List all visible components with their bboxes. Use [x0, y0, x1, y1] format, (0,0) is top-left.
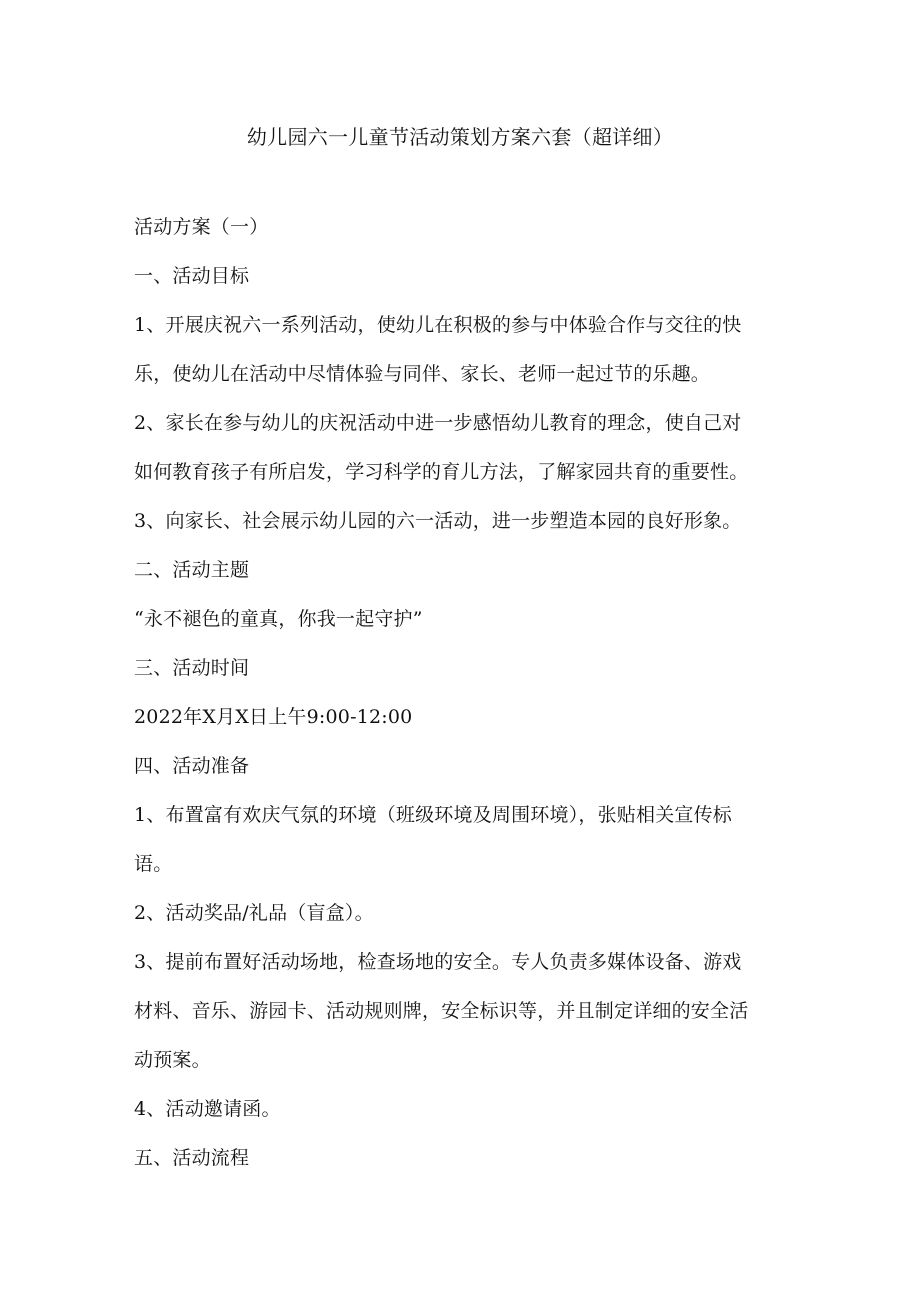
paragraph-line: 乐，使幼儿在活动中尽情体验与同伴、家长、老师一起过节的乐趣。: [134, 363, 711, 385]
paragraph-line: 材料、音乐、游园卡、活动规则牌，安全标识等，并且制定详细的安全活: [134, 1000, 749, 1022]
section-heading-process: 五、活动流程: [134, 1147, 250, 1169]
section-heading-goals: 一、活动目标: [134, 265, 250, 287]
event-time: 2022年X月X日上午9:00-12:00: [134, 706, 413, 728]
paragraph-line: 4、活动邀请函。: [134, 1098, 281, 1120]
paragraph-line: 动预案。: [134, 1049, 211, 1071]
document-body: [134, 212, 794, 1192]
section-heading-preparation: 四、活动准备: [134, 755, 250, 777]
paragraph-line: 3、提前布置好活动场地，检查场地的安全。专人负责多媒体设备、游戏: [134, 951, 742, 973]
paragraph-line: 1、布置富有欢庆气氛的环境（班级环境及周围环境），张贴相关宣传标: [134, 804, 732, 826]
theme-quote: “永不褪色的童真，你我一起守护”: [134, 608, 423, 630]
paragraph-line: 3、向家长、社会展示幼儿园的六一活动，进一步塑造本园的良好形象。: [134, 510, 742, 532]
paragraph-line: 如何教育孩子有所启发，学习科学的育儿方法，了解家园共育的重要性。: [134, 461, 749, 483]
paragraph-line: 2、活动奖品/礼品（盲盒）。: [134, 902, 374, 924]
paragraph-line: 语。: [134, 853, 173, 875]
section-heading-plan-one: 活动方案（一）: [134, 216, 269, 238]
document-title: 幼儿园六一儿童节活动策划方案六套（超详细）: [246, 125, 674, 149]
paragraph-line: 2、家长在参与幼儿的庆祝活动中进一步感悟幼儿教育的理念，使自己对: [134, 412, 742, 434]
section-heading-theme: 二、活动主题: [134, 559, 250, 581]
paragraph-line: 1、开展庆祝六一系列活动，使幼儿在积极的参与中体验合作与交往的快: [134, 314, 742, 336]
section-heading-time: 三、活动时间: [134, 657, 250, 679]
